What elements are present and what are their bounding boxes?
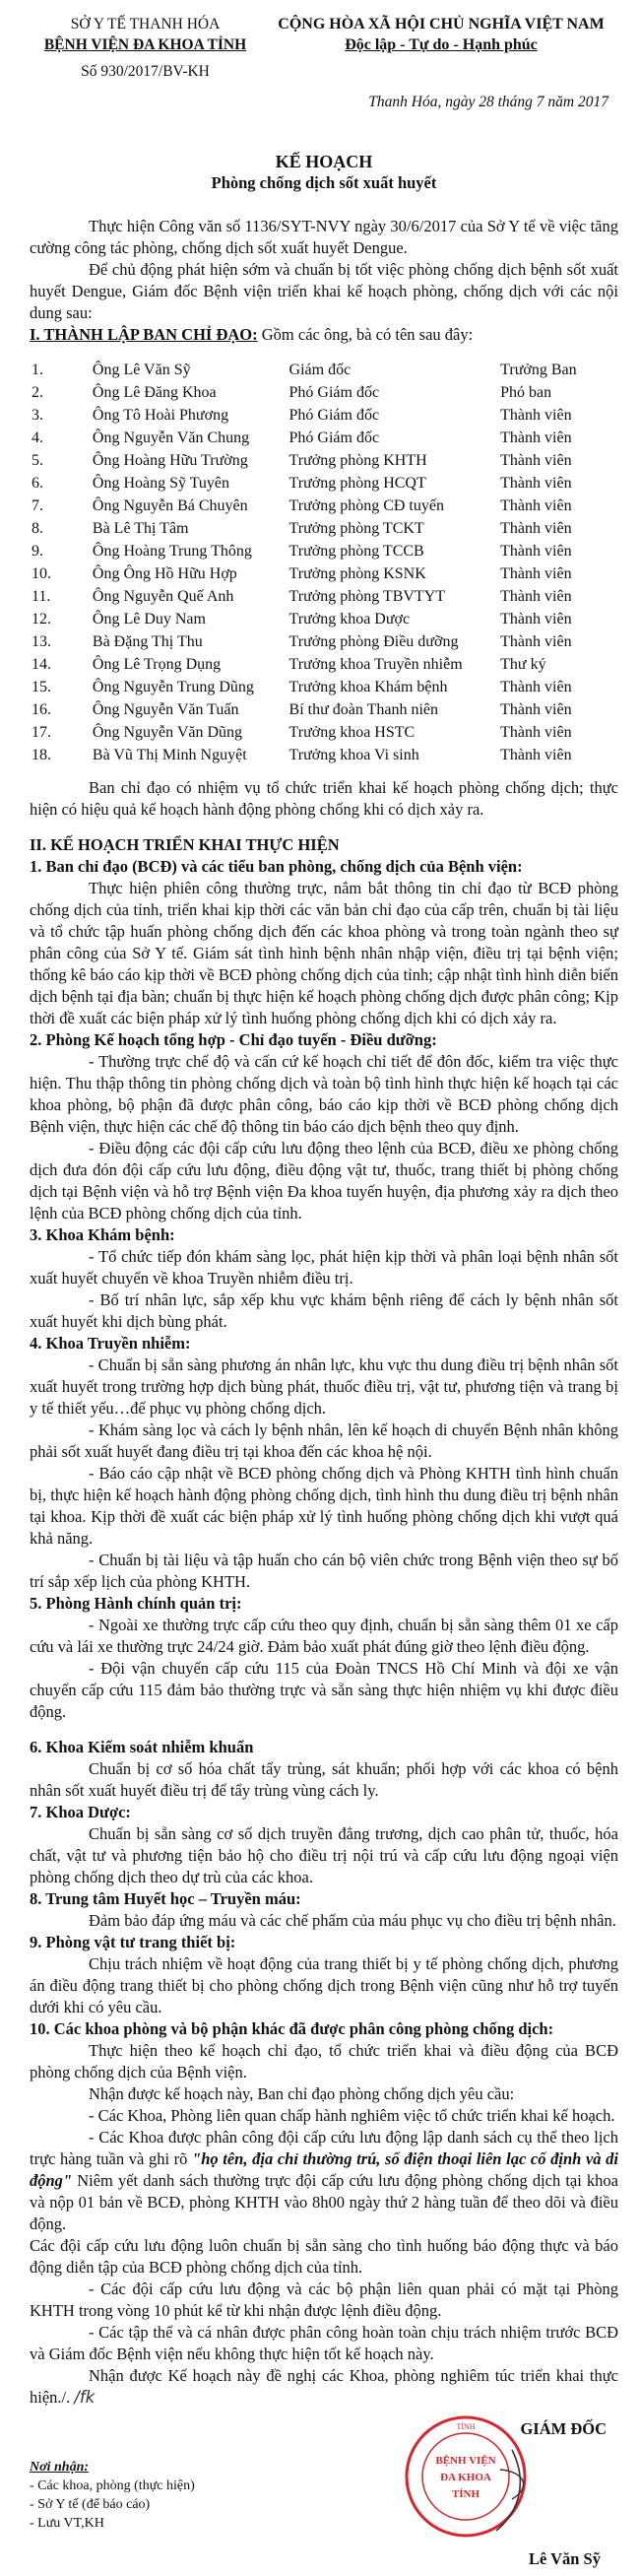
member-role: Thành viên <box>500 543 572 560</box>
request-item: - Các đội cấp cứu lưu động và các bộ phận liên quan phải có mặt tại Phòng KHTH trong vòng 10 phút kể từ khi nhận được lệnh điều động. <box>30 2279 618 2320</box>
section-1-heading <box>30 324 618 346</box>
recipient-item: - Lưu VT,KH <box>30 2516 104 2531</box>
s2-heading: 2. Phòng Kế hoạch tổng hợp - Chỉ đạo tuyến - Điều dưỡng: <box>30 1030 437 1049</box>
s4-item: - Báo cáo cập nhật về BCĐ phòng chống dịch và Phòng KHTH tình hình chuẩn bị, thực hiện kế hoạch hành động phòng chống dịch, tình hình thu dung điều trị bệnh nhân tại khoa. Kịp thời đề xuất các biện pháp xử lý tình huống phòng chống dịch khi vượt quá khả năng. <box>30 1464 618 1548</box>
member-role: Thành viên <box>500 407 572 424</box>
seal-line-1: BỆNH VIỆN <box>435 2455 496 2467</box>
member-position: Trưởng khoa HSTC <box>288 724 416 741</box>
s2-item: - Thường trực chế độ và cấn cứ kế hoạch chỉ tiết để đôn đốc, kiểm tra việc thực hiện. Thu thập thông tin phòng chống dịch và toàn bộ tình hình thực hiện kế hoạch tại các khoa phòng, bộ phận đã được phân công, báo cáo kịp thời về BCĐ phòng chống dịch Bệnh viện, thực hiện các chế độ thông tin báo cáo dịch bệnh theo quy định. <box>30 1052 618 1136</box>
member-name: Ông Nguyễn Văn Tuấn <box>92 701 239 718</box>
s5-item: - Ngoài xe thường trực cấp cứu theo quy định, chuẩn bị sẵn sàng thêm 01 xe cấp cứu và lái xe thường trực 24/24 giờ. Đảm bảo xuất phát đúng giờ theo lệnh điều động. <box>30 1616 618 1656</box>
member-position: Trưởng khoa Vi sinh <box>288 747 419 763</box>
member-position: Trưởng khoa Dược <box>288 611 411 627</box>
member-position: Bí thư đoàn Thanh niên <box>288 701 438 718</box>
member-role: Thành viên <box>500 520 572 537</box>
member-name: Ông Lê Văn Sỹ <box>92 362 191 378</box>
committee-member-row <box>32 495 618 518</box>
s8-heading: 8. Trung tâm Huyết học – Truyền máu: <box>30 1889 301 1908</box>
member-number: 10. <box>32 565 51 582</box>
document-subtitle: Phòng chống dịch sốt xuất huyết <box>211 173 437 192</box>
member-position: Trưởng phòng TBVTYT <box>288 588 446 605</box>
member-role: Thành viên <box>500 429 572 446</box>
member-number: 1. <box>32 362 43 378</box>
recipient-item: - Sở Y tế (để báo cáo) <box>30 2497 151 2512</box>
committee-member-row <box>32 518 618 541</box>
member-role: Thành viên <box>500 588 572 605</box>
member-position: Trưởng phòng CĐ tuyến <box>288 497 444 514</box>
committee-member-row <box>32 563 618 586</box>
member-name: Ông Nguyễn Văn Chung <box>92 429 250 446</box>
member-position: Trưởng phòng KSNK <box>288 565 426 582</box>
member-role: Thư ký <box>500 656 546 673</box>
s5-item: - Đội vận chuyển cấp cứu 115 của Đoàn TNCS Hồ Chí Minh và đội xe vận chuyển cấp cứu 115 đảm bảo thường trực và sẵn sàng thực hiện nhiệm vụ khi được điều động. <box>30 1659 618 1721</box>
s9-text: Chịu trách nhiệm về hoạt động của trang thiết bị y tế phòng chống dịch, phương án điều động trang thiết bị cho phòng chống dịch trong Bệnh viện cũng như hỗ trợ tuyến dưới khi có yêu cầu. <box>30 1954 618 2016</box>
s4-item: - Khám sàng lọc và cách ly bệnh nhân, lên kế hoạch di chuyển Bệnh nhân không phải sốt xuất huyết đang điều trị tại khoa đến các khoa hệ nội. <box>30 1420 618 1461</box>
nation-title: CỘNG HÒA XÃ HỘI CHỦ NGHĨA VIỆT NAM <box>278 16 605 33</box>
s3-heading: 3. Khoa Khám bệnh: <box>30 1225 175 1244</box>
initial-mark: /fk <box>74 2388 96 2407</box>
member-number: 11. <box>32 588 51 605</box>
document-date: Thanh Hóa, ngày 28 tháng 7 năm 2017 <box>368 94 608 110</box>
committee-duty: Ban chỉ đạo có nhiệm vụ tổ chức triển khai kế hoạch phòng chống dịch; thực hiện có hiệu quả kế hoạch hành động phòng chống khi có dịch xảy ra. <box>30 778 618 819</box>
section-1-title: I. THÀNH LẬP BAN CHỈ ĐẠO: <box>30 325 258 344</box>
document-title: KẾ HOẠCH <box>275 152 373 171</box>
member-role: Trưởng Ban <box>500 362 577 378</box>
member-name: Ông Lê Duy Nam <box>92 611 206 627</box>
s7-text: Chuẩn bị sẵn sàng cơ số dịch truyền đẳng trương, dịch cao phân tử, thuốc, hóa chất, vật tư và phương tiện bảo hộ cho điều trị nội trú và cấp cứu lưu động ngoại viện phòng chống dịch theo dự trù của các khoa. <box>30 1824 618 1886</box>
member-number: 7. <box>32 497 43 514</box>
member-name: Ông Nguyễn Bá Chuyên <box>92 497 248 514</box>
recipient-item: - Các khoa, phòng (thực hiện) <box>30 2478 195 2493</box>
member-number: 13. <box>32 633 51 650</box>
committee-member-row <box>32 677 618 699</box>
recipients-label: Nơi nhận: <box>30 2460 90 2475</box>
member-number: 18. <box>32 747 51 763</box>
member-number: 6. <box>32 475 43 492</box>
request-intro: Nhận được kế hoạch này, Ban chỉ đạo phòng chống dịch yêu cầu: <box>89 2084 515 2103</box>
committee-member-row <box>32 586 618 609</box>
request-item: Các đội cấp cứu lưu động luôn chuẩn bị sẵn sàng cho tình huống báo động thực và báo động diễn tập của BCĐ phòng chống dịch của tỉnh. <box>30 2236 618 2277</box>
request-item <box>30 2127 618 2235</box>
closing-paragraph <box>30 2365 618 2409</box>
member-role: Thành viên <box>500 724 572 741</box>
document-header <box>30 14 618 82</box>
ministry-name: SỞ Y TẾ THANH HÓA <box>70 16 221 33</box>
member-role: Thành viên <box>500 497 572 514</box>
s4-item: - Chuẩn bị tài liệu và tập huấn cho cán bộ viên chức trong Bệnh viện theo sự bố trí sắp xếp lịch của phòng KHTH. <box>30 1551 618 1591</box>
member-position: Trưởng phòng TCCB <box>288 543 424 560</box>
member-name: Ông Nguyễn Văn Dũng <box>92 724 243 741</box>
section-1-title-rest: Gồm các ông, bà có tên sau đây: <box>257 325 474 344</box>
s10-heading: 10. Các khoa phòng và bộ phận khác đã được phân công phòng chống dịch: <box>30 2019 554 2038</box>
document-number: Số 930/2017/BV-KH <box>81 63 210 80</box>
member-name: Ông Nguyễn Trung Dũng <box>92 679 254 695</box>
s5-heading: 5. Phòng Hành chính quản trị: <box>30 1594 242 1613</box>
member-name: Ông Ông Hồ Hữu Hợp <box>92 565 237 582</box>
request-item: - Các tập thể và cá nhân được phân công hoàn toàn chịu trách nhiệm trước BCĐ và Giám đốc Bệnh viện nếu không thực hiện tốt kế hoạch này. <box>30 2323 618 2363</box>
member-role: Thành viên <box>500 452 572 469</box>
seal-top-text: TỈNH <box>456 2422 476 2431</box>
director-signature <box>362 2418 618 2576</box>
member-name: Ông Tô Hoài Phương <box>92 407 229 424</box>
s8-text: Đảm bảo đáp ứng máu và các chế phẩm của máu phục vụ cho điều trị bệnh nhân. <box>89 1911 616 1930</box>
committee-member-row <box>32 473 618 495</box>
member-position: Trưởng khoa Khám bệnh <box>288 679 448 695</box>
s4-heading: 4. Khoa Truyền nhiễm: <box>30 1334 191 1353</box>
s1-heading: 1. Ban chỉ đạo (BCĐ) và các tiểu ban phòng, chống dịch của Bệnh viện: <box>30 857 523 876</box>
s7-heading: 7. Khoa Dược: <box>30 1803 131 1821</box>
member-position: Phó Giám đốc <box>288 407 380 424</box>
request-item: - Các Khoa, Phòng liên quan chấp hành nghiêm việc tổ chức triển khai kế hoạch. <box>89 2106 615 2125</box>
member-number: 15. <box>32 679 51 695</box>
committee-member-row <box>32 382 618 405</box>
member-number: 9. <box>32 543 43 560</box>
s3-item: - Bố trí nhân lực, sắp xếp khu vực khám bệnh riêng để cách ly bệnh nhân sốt xuất huyết khi dịch bùng phát. <box>30 1290 618 1331</box>
hospital-name: BỆNH VIỆN ĐA KHOA TỈNH <box>43 36 247 53</box>
closing-text: Nhận được Kế hoạch này đề nghị các Khoa, phòng nghiêm túc triển khai thực hiện./. <box>30 2366 618 2407</box>
member-name: Ông Nguyễn Quế Anh <box>92 588 234 605</box>
section-2-heading: II. KẾ HOẠCH TRIỂN KHAI THỰC HIỆN <box>30 835 340 854</box>
national-motto: Độc lập - Tự do - Hạnh phúc <box>345 36 538 53</box>
member-name: Ông Hoàng Hữu Trường <box>92 452 248 469</box>
member-name: Ông Hoàng Trung Thông <box>92 543 252 560</box>
nation-block <box>264 14 618 82</box>
member-number: 3. <box>32 407 43 424</box>
request-2-emphasis: "họ tên, địa chỉ thường trú, số điện thoại liên lạc cố định và di động" <box>30 2149 618 2190</box>
s4-item: - Chuẩn bị sẵn sàng phương án nhân lực, khu vực thu dung điều trị bệnh nhân sốt xuất huyết trong trường hợp dịch bùng phát, thuốc điều trị, vật tư, phương tiện và trang bị y tế thiết yếu…để phục vụ phòng chống dịch. <box>30 1355 618 1418</box>
member-role: Phó ban <box>500 384 552 401</box>
s9-heading: 9. Phòng vật tư trang thiết bị: <box>30 1933 236 1951</box>
signer-name: Lê Văn Sỹ <box>528 2549 601 2568</box>
s1-text: Thực hiện phiên công thường trực, nắm bắt thông tin chỉ đạo từ BCĐ phòng chống dịch của tỉnh, triển khai kịp thời các văn bản chỉ đạo của cấp trên, chuẩn bị tài liệu và tổ chức tập huấn phòng chống dịch đến các khoa phòng và trong toàn ngành theo sự phân công của Sở Y tế. Giám sát tình hình bệnh nhân nhập viện, điều trị tại bệnh viện; thống kê báo cáo kịp thời về BCĐ phòng chống dịch của tỉnh; cập nhật tình hình diễn biến dịch bệnh tại địa bàn; chuẩn bị thực hiện kế hoạch phòng chống dịch được phân công; Kịp thời đề xuất các biện pháp xử lý tình huống phòng chống dịch khi có dịch xảy ra. <box>30 879 618 1027</box>
s6-text: Chuẩn bị cơ số hóa chất tẩy trùng, sát khuẩn; phối hợp với các khoa có bệnh nhân sốt xuất huyết điều trị để tẩy trùng vùng cách ly. <box>30 1759 618 1800</box>
member-role: Thành viên <box>500 565 572 582</box>
member-position: Trưởng phòng KHTH <box>288 452 427 469</box>
signature-area <box>30 2418 618 2576</box>
committee-member-row <box>32 745 618 767</box>
s2-item: - Điều động các đội cấp cứu lưu động theo lệnh của BCĐ, điều xe phòng chống dịch đưa đón đội cấp cứu lưu động, điều động vật tư, thuốc, trang thiết bị phòng chống dịch tại Bệnh viện và hỗ trợ Bệnh viện Đa khoa tuyến huyện, địa phương xảy ra dịch theo lệnh của BCĐ phòng chống dịch của tỉnh. <box>30 1139 618 1222</box>
issuer-block <box>30 14 261 82</box>
member-name: Ông Hoàng Sỹ Tuyên <box>92 475 230 492</box>
member-number: 17. <box>32 724 51 741</box>
request-2-b: Niêm yết danh sách thường trực đội cấp cứu lưu động phòng chống dịch tại khoa và nộp 01 bản về BCĐ, phòng KHTH vào 8h00 ngày thứ 2 hàng tuần để theo dõi và điều động. <box>30 2171 618 2233</box>
member-role: Thành viên <box>500 701 572 718</box>
seal-line-2: ĐA KHOA <box>440 2472 491 2483</box>
member-number: 2. <box>32 384 43 401</box>
member-number: 8. <box>32 520 43 537</box>
request-2-a: - Các Khoa được phân công đội cấp cứu lưu động lập danh sách cụ thể theo lịch trực hàng tuần và ghi rõ <box>30 2128 618 2168</box>
committee-member-row <box>32 405 618 428</box>
intro-paragraph-1: Thực hiện Công văn số 1136/SYT-NVY ngày 30/6/2017 của Sở Y tế về việc tăng cường công tác phòng, chống dịch sốt xuất huyết Dengue. <box>30 217 618 257</box>
signer-title: GIÁM ĐỐC <box>520 2419 607 2438</box>
member-role: Thành viên <box>500 679 572 695</box>
committee-member-row <box>32 722 618 745</box>
committee-member-row <box>32 609 618 631</box>
committee-member-row <box>32 541 618 563</box>
member-number: 4. <box>32 429 43 446</box>
hospital-seal <box>402 2412 530 2541</box>
seal-line-3: TỈNH <box>451 2488 480 2500</box>
member-position: Giám đốc <box>288 362 352 378</box>
member-role: Thành viên <box>500 747 572 763</box>
member-role: Thành viên <box>500 611 572 627</box>
member-name: Bà Lê Thị Tâm <box>92 520 189 537</box>
member-name: Ông Lê Trọng Dụng <box>92 656 222 673</box>
committee-member-row <box>32 428 618 450</box>
recipients-block <box>30 2418 286 2576</box>
committee-member-row <box>32 450 618 473</box>
member-position: Trưởng phòng Điều dưỡng <box>288 633 459 650</box>
s10-text: Thực hiện theo kế hoạch chỉ đạo, tổ chức triển khai và điều động của BCĐ phòng chống dịch của Bệnh viện. <box>30 2041 618 2081</box>
committee-member-row <box>32 654 618 677</box>
member-number: 5. <box>32 452 43 469</box>
steering-committee-table <box>32 360 618 767</box>
member-number: 14. <box>32 656 51 673</box>
s6-heading: 6. Khoa Kiểm soát nhiễm khuẩn <box>30 1738 254 1756</box>
intro-paragraph-2: Để chủ động phát hiện sớm và chuẩn bị tốt việc phòng chống dịch bệnh sốt xuất huyết Dengue, Giám đốc Bệnh viện triển khai kế hoạch phòng, chống dịch với các nội dung sau: <box>30 260 618 322</box>
member-position: Phó Giám đốc <box>288 384 380 401</box>
member-role: Thành viên <box>500 633 572 650</box>
member-name: Bà Đặng Thị Thu <box>92 633 203 650</box>
member-position: Phó Giám đốc <box>288 429 380 446</box>
member-name: Ông Lê Đăng Khoa <box>92 384 217 401</box>
committee-member-row <box>32 699 618 722</box>
member-position: Trưởng khoa Truyền nhiễm <box>288 656 463 673</box>
member-position: Trưởng phòng HCQT <box>288 475 426 492</box>
member-name: Bà Vũ Thị Minh Nguyệt <box>92 747 247 763</box>
member-position: Trưởng phòng TCKT <box>288 520 424 537</box>
member-number: 16. <box>32 701 51 718</box>
committee-member-row <box>32 360 618 382</box>
member-role: Thành viên <box>500 475 572 492</box>
s3-item: - Tổ chức tiếp đón khám sàng lọc, phát hiện kịp thời và phân loại bệnh nhân sốt xuất huyết chuyển về khoa Truyền nhiễm điều trị. <box>30 1247 618 1288</box>
member-number: 12. <box>32 611 51 627</box>
committee-member-row <box>32 631 618 654</box>
